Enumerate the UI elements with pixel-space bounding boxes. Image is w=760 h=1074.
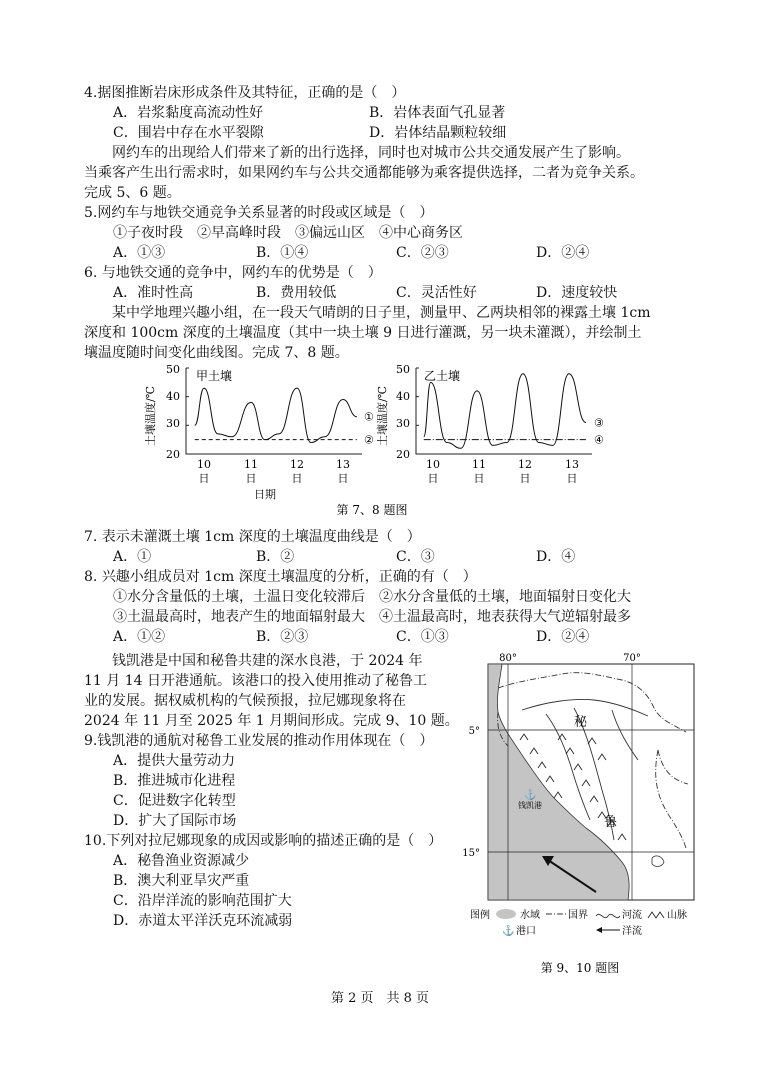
xtick-left-10-day: 日 [198,472,210,485]
q5-stem: 5.网约车与地铁交通竞争关系显著的时段或区域是（ ） [84,205,434,221]
q5-option-a: A．①③ [113,245,166,261]
ylabel-left: 土壤温度/℃ [144,385,157,447]
passage1-line1: 网约车的出现给人们带来了新的出行选择，同时也对城市公共交通发展产生了影响。 [84,145,630,161]
q4-option-c: C．围岩中存在水平裂隙 [113,125,264,141]
legend-anchor-icon: ⚓ [502,926,515,937]
xtick-right-10: 10 [426,458,440,471]
legend-current-arrowhead [596,927,602,933]
map-caption: 第 9、10 题图 [540,961,620,975]
q8-option-d: D．②④ [536,629,590,645]
page-footer: 第 2 页 共 8 页 [330,991,430,1006]
q4-options [0,104,760,122]
q10-option-c: C．沿岸洋流的影响范围扩大 [113,893,292,909]
q7-option-b: B．② [256,549,295,565]
xtick-right-10-day: 日 [427,472,439,485]
q7-option-a: A．① [113,549,152,565]
legend-river: 河流 [622,910,642,921]
q5-option-b: B．①④ [256,245,309,261]
q5-items: ①子夜时段 ②早高峰时段 ③偏远山区 ④中心商务区 [113,225,463,241]
q7-stem: 7. 表示未灌溉土壤 1cm 深度的土壤温度曲线是（ ） [84,529,421,545]
q9-option-b: B．推进城市化进程 [113,773,236,789]
q6-options [0,284,760,302]
q8-items-1: ①水分含量低的土壤，土温日变化较滞后 ②水分含量低的土壤，地面辐射日变化大 [113,589,631,605]
q10-option-b: B．澳大利亚旱灾严重 [113,873,250,889]
q6-stem: 6. 与地铁交通的竞争中，网约车的优势是（ ） [84,265,382,281]
q4-option-b: B．岩体表面气孔显著 [369,105,506,121]
country-label-bi: 秘 [574,715,588,730]
q8-option-b: B．②③ [256,629,309,645]
ylabel-right: 土壤温度/℃ [376,385,389,447]
xtick-left-12: 12 [290,458,304,471]
passage2-line2: 深度和 100cm 深度的土壤温度（其中一块土壤 9 日进行灌溉，另一块未灌溉），并绘制土 [84,325,642,341]
q5-options [0,244,760,262]
xtick-right-11: 11 [472,458,486,471]
map-legend [470,908,687,937]
xtick-left-13: 13 [336,458,350,471]
q9-stem: 9.钱凯港的通航对秘鲁工业发展的推动作用体现在（ ） [84,733,434,749]
map-lon-80: 80° [499,653,517,664]
series-line-jia-1 [195,388,357,442]
passage1-line3: 完成 5、6 题。 [84,185,181,201]
q9-option-c: C．促进数字化转型 [113,793,236,809]
map-lon-70: 70° [623,653,641,664]
series-label: ② [364,433,374,447]
chart-jia-soil [143,363,374,501]
q6-option-d: D．速度较快 [536,285,618,301]
xtick-right-11-day: 日 [473,472,485,485]
q8-options [0,628,760,646]
ytick-right-20: 20 [396,448,410,461]
legend-current: 洋流 [622,926,642,937]
ytick-left-30: 30 [166,417,180,430]
xtick-right-13-day: 日 [566,472,578,485]
legend-port: 港口 [516,926,536,937]
ytick-left-20: 20 [166,448,180,461]
ytick-left-40: 40 [166,390,180,403]
figure78-caption: 第 7、8 题图 [336,503,408,517]
q8-stem: 8. 兴趣小组成员对 1cm 深度土壤温度的分析，正确的有（ ） [84,569,477,585]
chart-title-jia: 甲土壤 [196,369,233,383]
q4-options-2 [0,124,760,142]
xtick-left-10: 10 [197,458,211,471]
anchor-icon: ⚓ [524,790,537,801]
xtick-left-11-day: 日 [245,472,257,485]
peru-map-figure [462,650,702,980]
xtick-right-12: 12 [518,458,532,471]
passage3-line4: 2024 年 11 月至 2025 年 1 月期间形成。完成 9、10 题。 [84,713,459,729]
ytick-right-30: 30 [396,417,410,430]
q7-options [0,548,760,566]
q10-option-a: A．秘鲁渔业资源减少 [113,853,250,869]
passage2-line3: 壤温度随时间变化曲线图。完成 7、8 题。 [84,345,349,361]
legend-water-swatch [496,909,516,919]
chart-title-yi: 乙土壤 [424,369,461,383]
series-label: ④ [594,433,604,447]
soil-temperature-figure [140,360,620,520]
legend-mountain: 山脉 [667,910,687,921]
passage1-line2: 当乘客产生出行需求时，如果网约车与公共交通都能够为乘客提供选择，二者为竞争关系。 [84,165,644,181]
q6-option-a: A．准时性高 [113,285,194,301]
legend-title: 图例 [470,910,490,921]
passage3-line1: 钱凯港是中国和秘鲁共建的深水良港，于 2024 年 [84,653,423,669]
q6-option-c: C．灵活性好 [396,285,477,301]
xtick-left-12-day: 日 [291,472,303,485]
q4-option-d: D．岩体结晶颗粒较细 [369,125,507,141]
q9-option-a: A．提供大量劳动力 [113,753,236,769]
series-label: ① [364,410,374,424]
q4-option-a: A．岩浆黏度高流动性好 [113,105,264,121]
q7-option-c: C．③ [396,549,435,565]
q4-stem: 4.据图推断岩床形成条件及其特征，正确的是（ ） [84,85,406,101]
passage3-line3: 业的发展。据权威机构的气候预报，拉尼娜现象将在 [84,693,406,709]
xtick-left-11: 11 [244,458,258,471]
series-label: ③ [594,416,604,430]
series-line-yi-1 [424,374,586,449]
ytick-right-50: 50 [396,363,410,376]
q10-stem: 10.下列对拉尼娜现象的成因或影响的描述正确的是（ ） [84,833,443,849]
q8-option-c: C．①③ [396,629,449,645]
legend-river-swatch [596,914,620,917]
ytick-left-50: 50 [166,363,180,376]
q10-option-d: D．赤道太平洋沃克环流减弱 [113,913,293,929]
q8-option-a: A．①② [113,629,166,645]
q6-option-b: B．费用较低 [256,285,337,301]
xtick-right-13: 13 [565,458,579,471]
legend-mountain-swatch [648,912,664,918]
port-label: 钱凯港 [518,801,542,810]
q5-option-d: D．②④ [536,245,590,261]
xlabel-left: 日期 [254,488,276,501]
legend-border: 国界 [568,910,588,921]
legend-water: 水域 [520,910,540,921]
map-lat-5: 5° [468,726,480,737]
q9-option-d: D．扩大了国际市场 [113,813,237,829]
q5-option-c: C．②③ [396,245,449,261]
q7-option-d: D．④ [536,549,576,565]
passage3-line2: 11 月 14 日开港通航。该港口的投入使用推动了秘鲁工 [84,673,427,689]
q8-items-2: ③土温最高时，地表产生的地面辐射最大 ④土温最高时，地表获得大气逆辐射最多 [113,609,631,625]
country-label-lu: 鲁 [604,815,618,830]
map-lat-15: 15° [462,848,480,859]
xtick-right-12-day: 日 [519,472,531,485]
xtick-left-13-day: 日 [337,472,349,485]
passage2-line1: 某中学地理兴趣小组，在一段天气晴朗的日子里，测量甲、乙两块相邻的裸露土壤 1cm [84,305,651,321]
ytick-right-40: 40 [396,390,410,403]
chart-yi-soil [375,363,604,485]
